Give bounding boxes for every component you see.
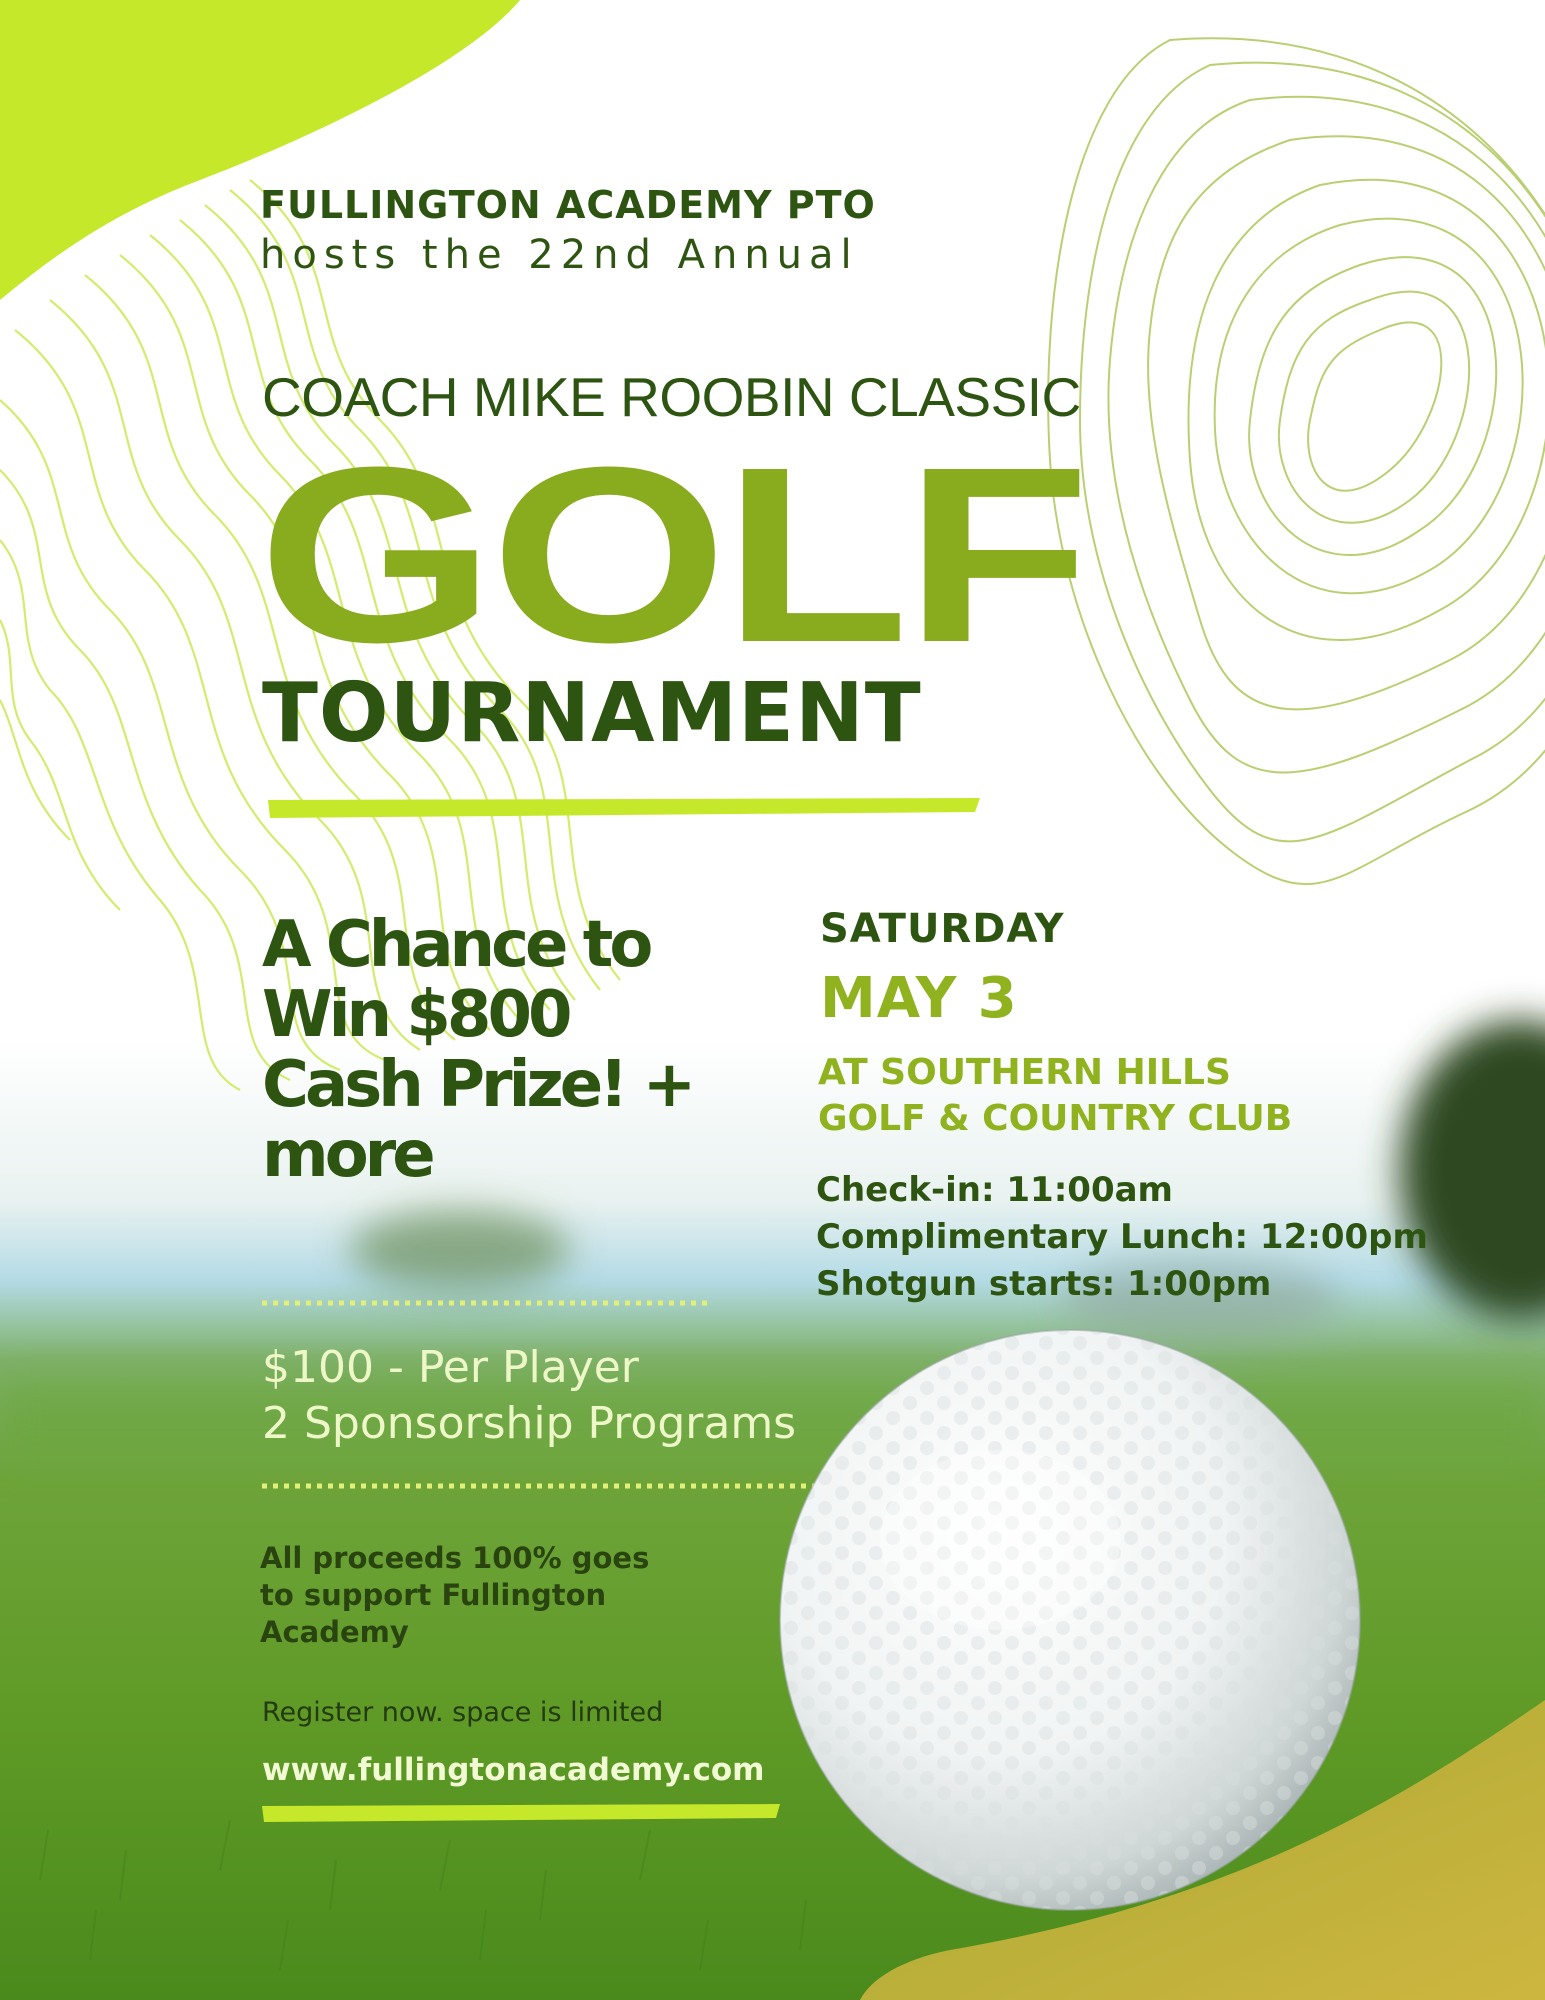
classic-name: COACH MIKE ROOBIN CLASSIC (262, 366, 1081, 428)
register-note: Register now. space is limited (262, 1697, 664, 1728)
event-date: MAY 3 (820, 966, 1018, 1031)
website-link[interactable]: www.fullingtonacademy.com (262, 1752, 765, 1788)
golf-ball (780, 1330, 1360, 1910)
schedule-lunch: Complimentary Lunch: 12:00pm (816, 1217, 1428, 1257)
venue-line-2: GOLF & COUNTRY CLUB (818, 1098, 1293, 1139)
organization-name: FULLINGTON ACADEMY PTO (260, 183, 876, 227)
schedule-checkin: Check-in: 11:00am (816, 1170, 1173, 1210)
cash-prize-text: A Chance to Win $800 Cash Prize! + more (262, 908, 693, 1192)
price-per-player: $100 - Per Player (262, 1342, 639, 1393)
organization-subtitle: hosts the 22nd Annual (260, 232, 859, 278)
event-day: SATURDAY (820, 906, 1065, 952)
venue-line-1: AT SOUTHERN HILLS (818, 1052, 1231, 1093)
proceeds-note: All proceeds 100% goes to support Fullington Academy (260, 1541, 650, 1649)
sponsorship-programs: 2 Sponsorship Programs (262, 1398, 797, 1449)
golf-title: GOLF (258, 415, 1086, 694)
schedule-shotgun: Shotgun starts: 1:00pm (816, 1264, 1272, 1304)
tournament-title: TOURNAMENT (262, 666, 922, 761)
